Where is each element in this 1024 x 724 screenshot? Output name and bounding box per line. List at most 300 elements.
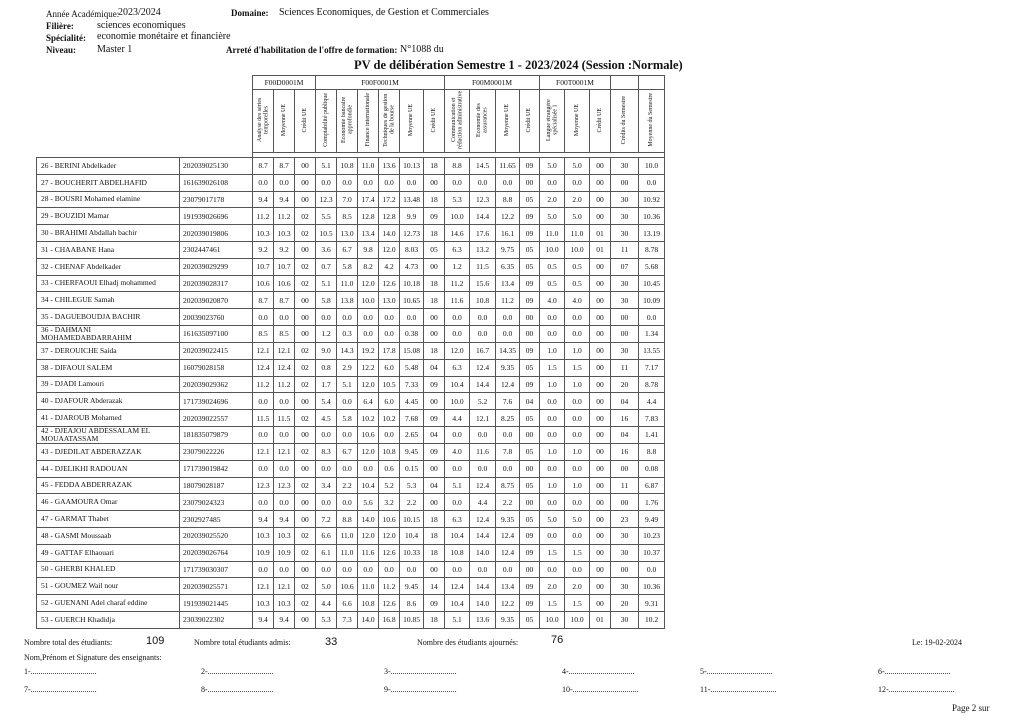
grade-cell: 0.0	[496, 325, 520, 342]
grade-cell: 10.23	[639, 527, 665, 544]
grade-cell: 4.5	[316, 410, 337, 427]
grade-cell: 30	[611, 544, 639, 561]
grade-cell: 3.4	[316, 477, 337, 494]
student-name: 43 - DJEDILAT ABDERAZZAK	[37, 443, 180, 460]
column-header-label: Analyse des séries temporelles	[256, 97, 269, 143]
grade-cell: 1.0	[565, 376, 590, 393]
group-header: F00D0001M	[253, 76, 316, 90]
grade-cell: 12.0	[358, 443, 379, 460]
grade-cell: 2.65	[400, 426, 424, 443]
grade-cell: 18	[424, 527, 445, 544]
grade-cell: 13.48	[400, 191, 424, 208]
student-id: 23079017178	[180, 191, 253, 208]
grade-cell: 0.0	[470, 460, 496, 477]
grade-cell: 23	[611, 511, 639, 528]
grade-cell: 0.0	[496, 309, 520, 326]
table-row	[37, 342, 665, 359]
grade-cell: 00	[295, 292, 316, 309]
grade-cell: 5.48	[400, 359, 424, 376]
grade-cell: 00	[590, 275, 611, 292]
grade-cell: 1.0	[540, 443, 565, 460]
table-row	[37, 292, 665, 309]
grade-cell: 0.0	[540, 527, 565, 544]
student-id: 202039026764	[180, 544, 253, 561]
grade-cell: 00	[590, 426, 611, 443]
grade-cell: 0.0	[316, 426, 337, 443]
grade-cell: 10.92	[639, 191, 665, 208]
table-row	[37, 359, 665, 376]
grade-cell: 02	[295, 410, 316, 427]
grade-cell: 13.4	[358, 225, 379, 242]
student-id: 23079022226	[180, 443, 253, 460]
student-id: 161639026108	[180, 174, 253, 191]
grade-cell: 05	[520, 258, 540, 275]
grade-cell: 0.0	[274, 494, 295, 511]
table-row	[37, 511, 665, 528]
signature-line: 7-.................................	[24, 685, 97, 694]
grade-cell: 5.3	[445, 191, 470, 208]
grade-cell: 14	[424, 578, 445, 595]
grade-cell: 30	[611, 158, 639, 175]
grade-cell: 10.33	[400, 544, 424, 561]
grade-cell: 02	[295, 258, 316, 275]
grade-cell: 13.0	[337, 225, 358, 242]
student-id: 202039025520	[180, 527, 253, 544]
grade-cell: 11.0	[337, 544, 358, 561]
grade-cell: 8.5	[274, 325, 295, 342]
grade-cell: 10.7	[274, 258, 295, 275]
deliberation-table	[36, 75, 665, 629]
grade-cell: 0.0	[639, 309, 665, 326]
grade-cell: 11.0	[358, 158, 379, 175]
grade-cell: 13.55	[639, 342, 665, 359]
grade-cell: 10.2	[358, 410, 379, 427]
grade-cell: 10.2	[639, 611, 665, 628]
table-row	[37, 443, 665, 460]
column-header-label: Finance internationale	[364, 93, 371, 147]
grade-cell: 00	[611, 309, 639, 326]
grade-cell: 11.2	[496, 292, 520, 309]
grade-cell: 6.3	[445, 511, 470, 528]
grade-cell: 1.41	[639, 426, 665, 443]
group-header-row	[37, 76, 665, 90]
grade-cell: 00	[424, 561, 445, 578]
table-row	[37, 225, 665, 242]
grade-cell: 9.35	[496, 359, 520, 376]
grade-cell: 3.2	[379, 494, 400, 511]
grade-cell: 13.0	[379, 292, 400, 309]
grade-cell: 5.0	[540, 158, 565, 175]
student-name: 52 - GUENANI Adel charaf eddine	[37, 595, 180, 612]
grade-cell: 10.7	[253, 258, 274, 275]
column-header	[400, 90, 424, 153]
grade-cell: 14.4	[470, 578, 496, 595]
student-name: 30 - BRAHIMI Abdallah bachir	[37, 225, 180, 242]
grade-cell: 9.4	[274, 611, 295, 628]
grade-cell: 18	[424, 275, 445, 292]
grade-cell: 12.73	[400, 225, 424, 242]
grade-cell: 00	[590, 309, 611, 326]
grade-cell: 0.0	[358, 174, 379, 191]
signature-line: 11-.................................	[700, 685, 777, 694]
grade-cell: 00	[295, 158, 316, 175]
grade-cell: 10.15	[400, 511, 424, 528]
student-id: 2302447461	[180, 241, 253, 258]
grade-cell: 00	[590, 443, 611, 460]
grade-cell: 00	[590, 595, 611, 612]
grade-cell: 0.0	[274, 460, 295, 477]
grade-cell: 11.5	[253, 410, 274, 427]
grade-cell: 00	[295, 174, 316, 191]
grade-cell: 09	[424, 410, 445, 427]
grade-cell: 0.0	[540, 325, 565, 342]
grade-cell: 13.6	[470, 611, 496, 628]
grade-cell: 0.0	[274, 393, 295, 410]
admis-value: 33	[325, 636, 338, 648]
grade-cell: 11	[611, 241, 639, 258]
table-row	[37, 208, 665, 225]
grade-cell: 11.65	[496, 158, 520, 175]
grade-cell: 10.5	[316, 225, 337, 242]
grade-cell: 18	[424, 544, 445, 561]
grade-cell: 0.0	[565, 561, 590, 578]
grade-cell: 00	[611, 561, 639, 578]
grade-cell: 0.8	[316, 359, 337, 376]
grade-cell: 18	[424, 342, 445, 359]
grade-cell: 10.8	[337, 158, 358, 175]
grade-cell: 14.0	[379, 225, 400, 242]
grade-cell: 8.78	[639, 241, 665, 258]
grade-cell: 05	[520, 191, 540, 208]
grade-cell: 12.4	[253, 359, 274, 376]
grade-cell: 5.1	[445, 477, 470, 494]
grade-cell: 0.38	[400, 325, 424, 342]
grade-cell: 10.8	[445, 544, 470, 561]
grade-cell: 5.1	[316, 158, 337, 175]
grade-cell: 0.0	[274, 561, 295, 578]
grade-cell: 00	[590, 174, 611, 191]
grade-cell: 6.6	[316, 527, 337, 544]
grade-cell: 00	[520, 325, 540, 342]
grade-cell: 09	[424, 443, 445, 460]
signature-line: 3-.................................	[384, 667, 457, 676]
grade-cell: 1.2	[316, 325, 337, 342]
table-row	[37, 611, 665, 628]
grade-cell: 5.5	[316, 208, 337, 225]
column-header-label: Crédit UE	[596, 107, 603, 133]
grade-cell: 9.2	[274, 241, 295, 258]
grade-cell: 00	[590, 460, 611, 477]
grade-cell: 0.0	[379, 174, 400, 191]
grade-cell: 0.0	[540, 561, 565, 578]
grade-cell: 00	[590, 325, 611, 342]
grade-cell: 12.3	[253, 477, 274, 494]
grade-cell: 0.5	[540, 275, 565, 292]
grade-cell: 10.36	[639, 208, 665, 225]
student-name: 45 - FEDDA ABDERRAZAK	[37, 477, 180, 494]
grade-cell: 00	[590, 376, 611, 393]
grade-cell: 05	[424, 241, 445, 258]
grade-cell: 10.9	[274, 544, 295, 561]
student-id: 202039029362	[180, 376, 253, 393]
grade-cell: 4.0	[565, 292, 590, 309]
grade-cell: 16	[611, 443, 639, 460]
grade-cell: 0.0	[565, 309, 590, 326]
table-row	[37, 158, 665, 175]
grade-cell: 12.1	[274, 342, 295, 359]
table-row	[37, 561, 665, 578]
grade-cell: 16.8	[379, 611, 400, 628]
grade-cell: 9.8	[358, 241, 379, 258]
total-value: 109	[146, 635, 165, 647]
grade-cell: 18	[424, 292, 445, 309]
grade-cell: 10.0	[540, 611, 565, 628]
grade-cell: 0.0	[470, 561, 496, 578]
grade-cell: 14.35	[496, 342, 520, 359]
column-header-label: Comptabilité publique	[322, 93, 329, 147]
grade-cell: 11.2	[253, 376, 274, 393]
print-date: Le: 19-02-2024	[912, 638, 962, 647]
grade-cell: 13.8	[337, 292, 358, 309]
grade-cell: 00	[424, 258, 445, 275]
grade-cell: 12.8	[379, 208, 400, 225]
column-header	[274, 90, 295, 153]
grade-cell: 12.6	[379, 595, 400, 612]
column-header-label: Crédit UE	[301, 107, 308, 133]
grade-cell: 12.3	[316, 191, 337, 208]
grade-cell: 1.5	[540, 544, 565, 561]
grade-cell: 00	[424, 325, 445, 342]
grade-cell: 0.0	[565, 426, 590, 443]
student-name: 31 - CHAABANE Hana	[37, 241, 180, 258]
grade-cell: 00	[590, 511, 611, 528]
grade-cell: 18	[424, 511, 445, 528]
grade-cell: 7.68	[400, 410, 424, 427]
grade-cell: 0.0	[253, 460, 274, 477]
grade-cell: 0.0	[316, 174, 337, 191]
grade-cell: 14.0	[358, 611, 379, 628]
table-row	[37, 426, 665, 443]
annee-label: Année Académique:	[46, 9, 120, 19]
grade-cell: 12.0	[358, 376, 379, 393]
ajournes-label: Nombre des étudiants ajournés:	[417, 638, 519, 647]
student-id: 202039025130	[180, 158, 253, 175]
grade-cell: 0.0	[316, 494, 337, 511]
grade-cell: 13.2	[470, 241, 496, 258]
grade-cell: 2.9	[337, 359, 358, 376]
grade-cell: 0.0	[253, 494, 274, 511]
grade-cell: 09	[520, 578, 540, 595]
grade-cell: 30	[611, 578, 639, 595]
grade-cell: 00	[424, 174, 445, 191]
grade-cell: 0.0	[496, 174, 520, 191]
grade-cell: 1.5	[565, 595, 590, 612]
grade-cell: 8.7	[253, 292, 274, 309]
grade-cell: 5.4	[316, 393, 337, 410]
grade-cell: 2.2	[337, 477, 358, 494]
grade-cell: 5.2	[470, 393, 496, 410]
column-header	[445, 90, 470, 153]
grade-cell: 1.5	[565, 544, 590, 561]
grade-cell: 7.33	[400, 376, 424, 393]
grade-cell: 00	[590, 292, 611, 309]
student-name: 28 - BOUSRI Mohamed elamine	[37, 191, 180, 208]
signature-line: 8-.................................	[201, 685, 274, 694]
grade-cell: 00	[590, 208, 611, 225]
grade-cell: 09	[520, 527, 540, 544]
grade-cell: 0.0	[565, 460, 590, 477]
grade-cell: 0.0	[540, 460, 565, 477]
grade-cell: 14.0	[470, 544, 496, 561]
grade-cell: 09	[520, 208, 540, 225]
grade-cell: 12.1	[253, 342, 274, 359]
grade-cell: 7.6	[496, 393, 520, 410]
grade-cell: 16	[611, 410, 639, 427]
grade-cell: 12.3	[274, 477, 295, 494]
student-name: 42 - DJEAJOU ABDESSALAM EL MOUAATASSAM	[37, 426, 180, 443]
grade-cell: 05	[520, 511, 540, 528]
grade-cell: 1.34	[639, 325, 665, 342]
grade-cell: 0.0	[470, 174, 496, 191]
ajournes-value: 76	[551, 634, 564, 646]
grade-cell: 02	[295, 477, 316, 494]
grade-cell: 17.2	[379, 191, 400, 208]
grade-cell: 10.3	[274, 527, 295, 544]
grade-cell: 0.3	[337, 325, 358, 342]
grade-cell: 17.4	[358, 191, 379, 208]
grade-cell: 30	[611, 611, 639, 628]
grade-cell: 10.0	[445, 393, 470, 410]
specialite-value: economie monétaire et financière	[97, 31, 231, 42]
grade-cell: 8.8	[337, 511, 358, 528]
grade-cell: 9.31	[639, 595, 665, 612]
grade-cell: 5.0	[565, 511, 590, 528]
grade-cell: 8.7	[253, 158, 274, 175]
grade-cell: 10.5	[379, 376, 400, 393]
grade-cell: 10.3	[253, 527, 274, 544]
grade-cell: 0.0	[445, 174, 470, 191]
grade-cell: 0.0	[358, 309, 379, 326]
grade-cell: 12.8	[358, 208, 379, 225]
page-title: PV de délibération Semestre 1 - 2023/2024 (Session :Normale)	[354, 58, 683, 72]
table-row	[37, 241, 665, 258]
grade-cell: 0.0	[358, 561, 379, 578]
grade-cell: 7.2	[316, 511, 337, 528]
grade-cell: 2.2	[400, 494, 424, 511]
grade-cell: 01	[590, 611, 611, 628]
grade-cell: 13.4	[496, 578, 520, 595]
grade-cell: 14.5	[470, 158, 496, 175]
grade-cell: 00	[611, 174, 639, 191]
grade-cell: 11.6	[358, 544, 379, 561]
grade-cell: 10.6	[253, 275, 274, 292]
grade-cell: 12.1	[253, 443, 274, 460]
grade-cell: 09	[520, 292, 540, 309]
grade-cell: 8.25	[496, 410, 520, 427]
grade-cell: 0.0	[540, 174, 565, 191]
grade-cell: 00	[424, 494, 445, 511]
grade-cell: 0.0	[540, 494, 565, 511]
grade-cell: 05	[520, 359, 540, 376]
grade-cell: 12.6	[379, 275, 400, 292]
grade-cell: 0.0	[565, 393, 590, 410]
grade-cell: 20	[611, 376, 639, 393]
grade-cell: 12.4	[445, 578, 470, 595]
grade-cell: 30	[611, 275, 639, 292]
table-row	[37, 460, 665, 477]
student-name: 29 - BOUZIDI Mamar	[37, 208, 180, 225]
grade-cell: 4.45	[400, 393, 424, 410]
column-header-label: Moyenne UE	[408, 103, 415, 137]
grade-cell: 04	[520, 393, 540, 410]
grade-cell: 12.1	[274, 578, 295, 595]
grade-cell: 8.8	[639, 443, 665, 460]
column-header-label: Crédit UE	[526, 107, 533, 133]
grade-cell: 09	[520, 225, 540, 242]
grade-cell: 14.4	[470, 208, 496, 225]
grade-cell: 12.0	[445, 342, 470, 359]
grade-cell: 0.5	[565, 258, 590, 275]
grade-cell: 5.6	[358, 494, 379, 511]
grade-cell: 00	[520, 426, 540, 443]
grade-cell: 19.2	[358, 342, 379, 359]
grade-cell: 12.4	[274, 359, 295, 376]
grade-cell: 02	[295, 544, 316, 561]
table-row	[37, 325, 665, 342]
grade-cell: 10.8	[358, 595, 379, 612]
grade-cell: 5.1	[337, 376, 358, 393]
grade-cell: 11.6	[445, 292, 470, 309]
grade-cell: 8.6	[400, 595, 424, 612]
grade-cell: 12.0	[379, 527, 400, 544]
grade-cell: 10.0	[358, 292, 379, 309]
table-row	[37, 595, 665, 612]
table-row	[37, 494, 665, 511]
grade-cell: 0.0	[565, 494, 590, 511]
grade-cell: 18	[424, 158, 445, 175]
grade-cell: 0.0	[496, 561, 520, 578]
grade-cell: 18	[424, 225, 445, 242]
column-header-label: Crédits du Semestre	[621, 95, 628, 145]
grade-cell: 12.2	[358, 359, 379, 376]
grade-cell: 5.1	[445, 611, 470, 628]
grade-cell: 11.0	[565, 225, 590, 242]
grade-cell: 6.4	[358, 393, 379, 410]
grade-cell: 20	[611, 595, 639, 612]
grade-cell: 11.2	[445, 275, 470, 292]
student-name: 50 - GHERBI KHALED	[37, 561, 180, 578]
grade-cell: 5.3	[316, 611, 337, 628]
grade-cell: 00	[611, 494, 639, 511]
grade-cell: 4.4	[639, 393, 665, 410]
grade-cell: 0.0	[379, 426, 400, 443]
student-id: 23079024323	[180, 494, 253, 511]
grade-cell: 10.4	[400, 527, 424, 544]
grade-cell: 0.0	[565, 527, 590, 544]
grade-cell: 10.6	[358, 426, 379, 443]
grade-cell: 4.0	[540, 292, 565, 309]
grade-cell: 8.7	[274, 158, 295, 175]
grade-cell: 00	[590, 477, 611, 494]
grade-cell: 4.4	[316, 595, 337, 612]
grade-cell: 04	[611, 426, 639, 443]
student-id: 20039023760	[180, 309, 253, 326]
grade-cell: 2.0	[565, 191, 590, 208]
student-name: 41 - DJAROUB Mohamed	[37, 410, 180, 427]
grade-cell: 00	[590, 494, 611, 511]
column-header	[253, 90, 274, 153]
grade-cell: 00	[590, 561, 611, 578]
